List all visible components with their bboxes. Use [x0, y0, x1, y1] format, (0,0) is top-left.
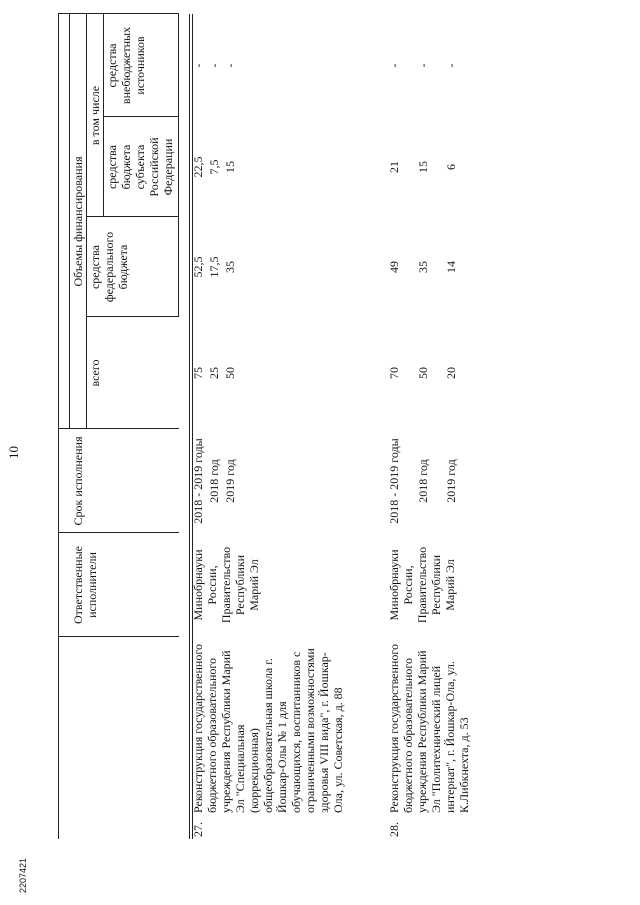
extrabudget-cell: -: [444, 63, 459, 68]
header-deadline: Срок исполнения: [70, 429, 179, 533]
deadline-cell: 2018 год: [415, 459, 430, 503]
extrabudget-cell: -: [207, 63, 221, 68]
extrabudget-cell: -: [191, 63, 205, 68]
federal-cell: 14: [444, 261, 459, 273]
total-cell: 50: [223, 367, 237, 379]
total-cell: 70: [387, 367, 401, 379]
federal-cell: 17,5: [207, 256, 221, 278]
federal-cell: 35: [223, 261, 237, 273]
table-body: [190, 14, 473, 839]
extrabudget-cell: -: [387, 63, 401, 68]
deadline-cell: 2018 - 2019 годы: [191, 438, 205, 524]
regional-cell: 6: [444, 164, 459, 170]
header-regional: средства бюджета субъекта Российской Федерации: [104, 117, 179, 217]
total-cell: 50: [415, 367, 430, 379]
federal-cell: 52,5: [191, 256, 205, 278]
header-federal: средства федерального бюджета: [87, 217, 179, 317]
header-extrabudget: средства внебюджетных источников: [104, 14, 179, 117]
header-including: в том числе: [87, 14, 104, 217]
table-header: [59, 14, 190, 839]
regional-cell: 7,5: [207, 159, 221, 175]
header-executors: Ответственные исполнители: [70, 533, 179, 637]
deadline-cell: 2019 год: [444, 459, 459, 503]
regional-cell: 22,5: [191, 156, 205, 178]
table-row: [190, 14, 207, 839]
extrabudget-cell: -: [415, 63, 430, 68]
object-name: Реконструкция государственного бюджетного образовательного учреждения Республики Марий Эл "Политехнический лицей интернат", г. Йошкар-Ола, ул. К.Либкнехта, д. 53: [387, 644, 471, 813]
document-code: 2207421: [18, 857, 28, 893]
row-number: 27.: [191, 822, 205, 837]
deadline-cell: 2018 - 2019 годы: [387, 438, 401, 524]
table-row: [386, 14, 415, 839]
page-number: 10: [6, 446, 21, 459]
total-cell: 20: [444, 367, 459, 379]
total-cell: 25: [207, 367, 221, 379]
deadline-cell: 2018 год: [207, 459, 221, 503]
regional-cell: 21: [387, 161, 401, 173]
header-total: всего: [87, 317, 179, 429]
executors-cell: Минобрнауки России, Правительство Республики Марий Эл: [387, 546, 457, 624]
federal-cell: 49: [387, 261, 401, 273]
executors-cell: Минобрнауки России, Правительство Республики Марий Эл: [191, 546, 261, 624]
financing-table: [58, 14, 472, 840]
row-number: 28.: [387, 822, 401, 837]
extrabudget-cell: -: [223, 63, 237, 68]
object-name: Реконструкция государственного бюджетного образовательного учреждения Республики Марий Эл "Специальная (коррекционная) общеобразовательная школа г. Йошкар-Олы № 1 для обучающихся, воспитанников с ограниченными возможностями здоровья VIII вида", г. Йошкар-Ола, ул. Советская, д. 88: [191, 644, 345, 813]
regional-cell: 15: [415, 161, 430, 173]
regional-cell: 15: [223, 161, 237, 173]
deadline-cell: 2019 год: [223, 459, 237, 503]
federal-cell: 35: [415, 261, 430, 273]
total-cell: 75: [191, 367, 205, 379]
header-financing: Объемы финансирования: [70, 14, 87, 429]
